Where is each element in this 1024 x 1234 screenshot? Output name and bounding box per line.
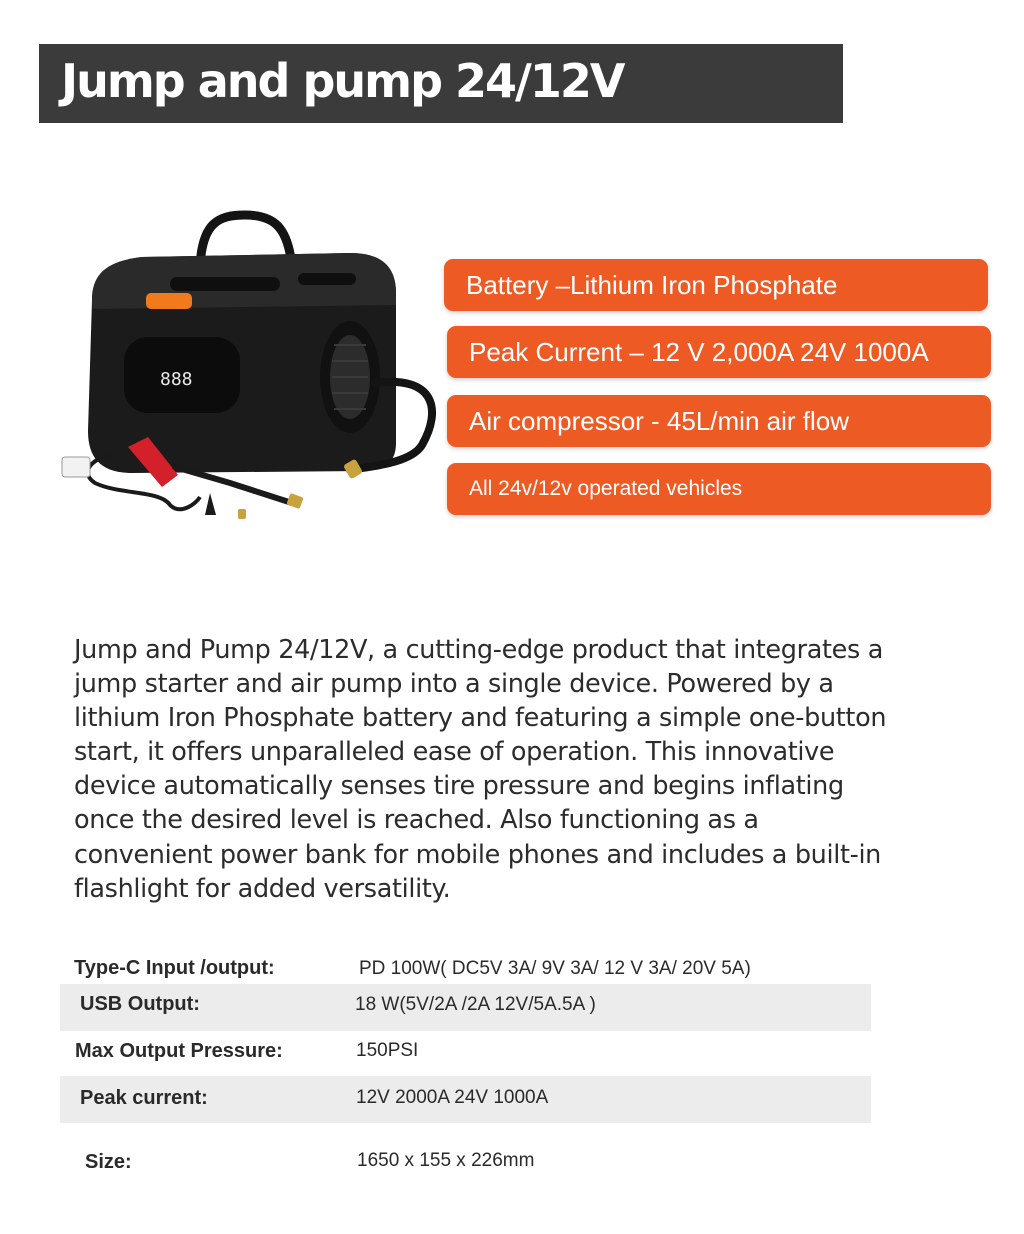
- feature-vehicles-label: All 24v/12v operated vehicles: [469, 477, 743, 500]
- spec-value-type-c: PD 100W( DC5V 3A/ 9V 3A/ 12 V 3A/ 20V 5A): [359, 958, 751, 979]
- display-readout: 888: [160, 369, 193, 390]
- spec-label-max-pressure: Max Output Pressure:: [75, 1040, 283, 1062]
- spec-label-type-c: Type-C Input /output:: [74, 957, 275, 979]
- spec-label-peak-current: Peak current:: [80, 1087, 208, 1109]
- spec-label-size: Size:: [85, 1151, 132, 1173]
- title-bar: [39, 44, 843, 123]
- spec-value-usb: 18 W(5V/2A /2A 12V/5A.5A ): [355, 994, 596, 1015]
- feature-battery-label: Battery –Lithium Iron Phosphate: [466, 269, 838, 300]
- feature-vehicles: [447, 463, 991, 515]
- feature-battery: [444, 259, 988, 311]
- feature-peak-current-label: Peak Current – 12 V 2,000A 24V 1000A: [469, 336, 929, 367]
- spec-value-max-pressure: 150PSI: [356, 1040, 419, 1061]
- product-photo: [50, 205, 440, 535]
- spec-value-peak-current: 12V 2000A 24V 1000A: [356, 1087, 549, 1108]
- power-button-icon: [146, 293, 192, 309]
- spec-label-usb: USB Output:: [80, 993, 200, 1015]
- page-title: Jump and pump 24/12V: [61, 54, 624, 108]
- product-description: Jump and Pump 24/12V, a cutting-edge product that integrates a jump starter and air pump into a single device. Powered by a lithium Iron Phosphate battery and featuring a simple one-button start, it offers unparalleled ease of operation. This innovative device automatically senses tire pressure and begins inflating once the desired level is reached. Also functioning as a convenient power bank for mobile phones and includes a built-in flashlight for added versatility.: [74, 635, 887, 904]
- spec-value-size: 1650 x 155 x 226mm: [357, 1150, 535, 1171]
- feature-air-compressor: [447, 395, 991, 447]
- feature-peak-current: [447, 326, 991, 378]
- feature-air-compressor-label: Air compressor - 45L/min air flow: [469, 405, 849, 436]
